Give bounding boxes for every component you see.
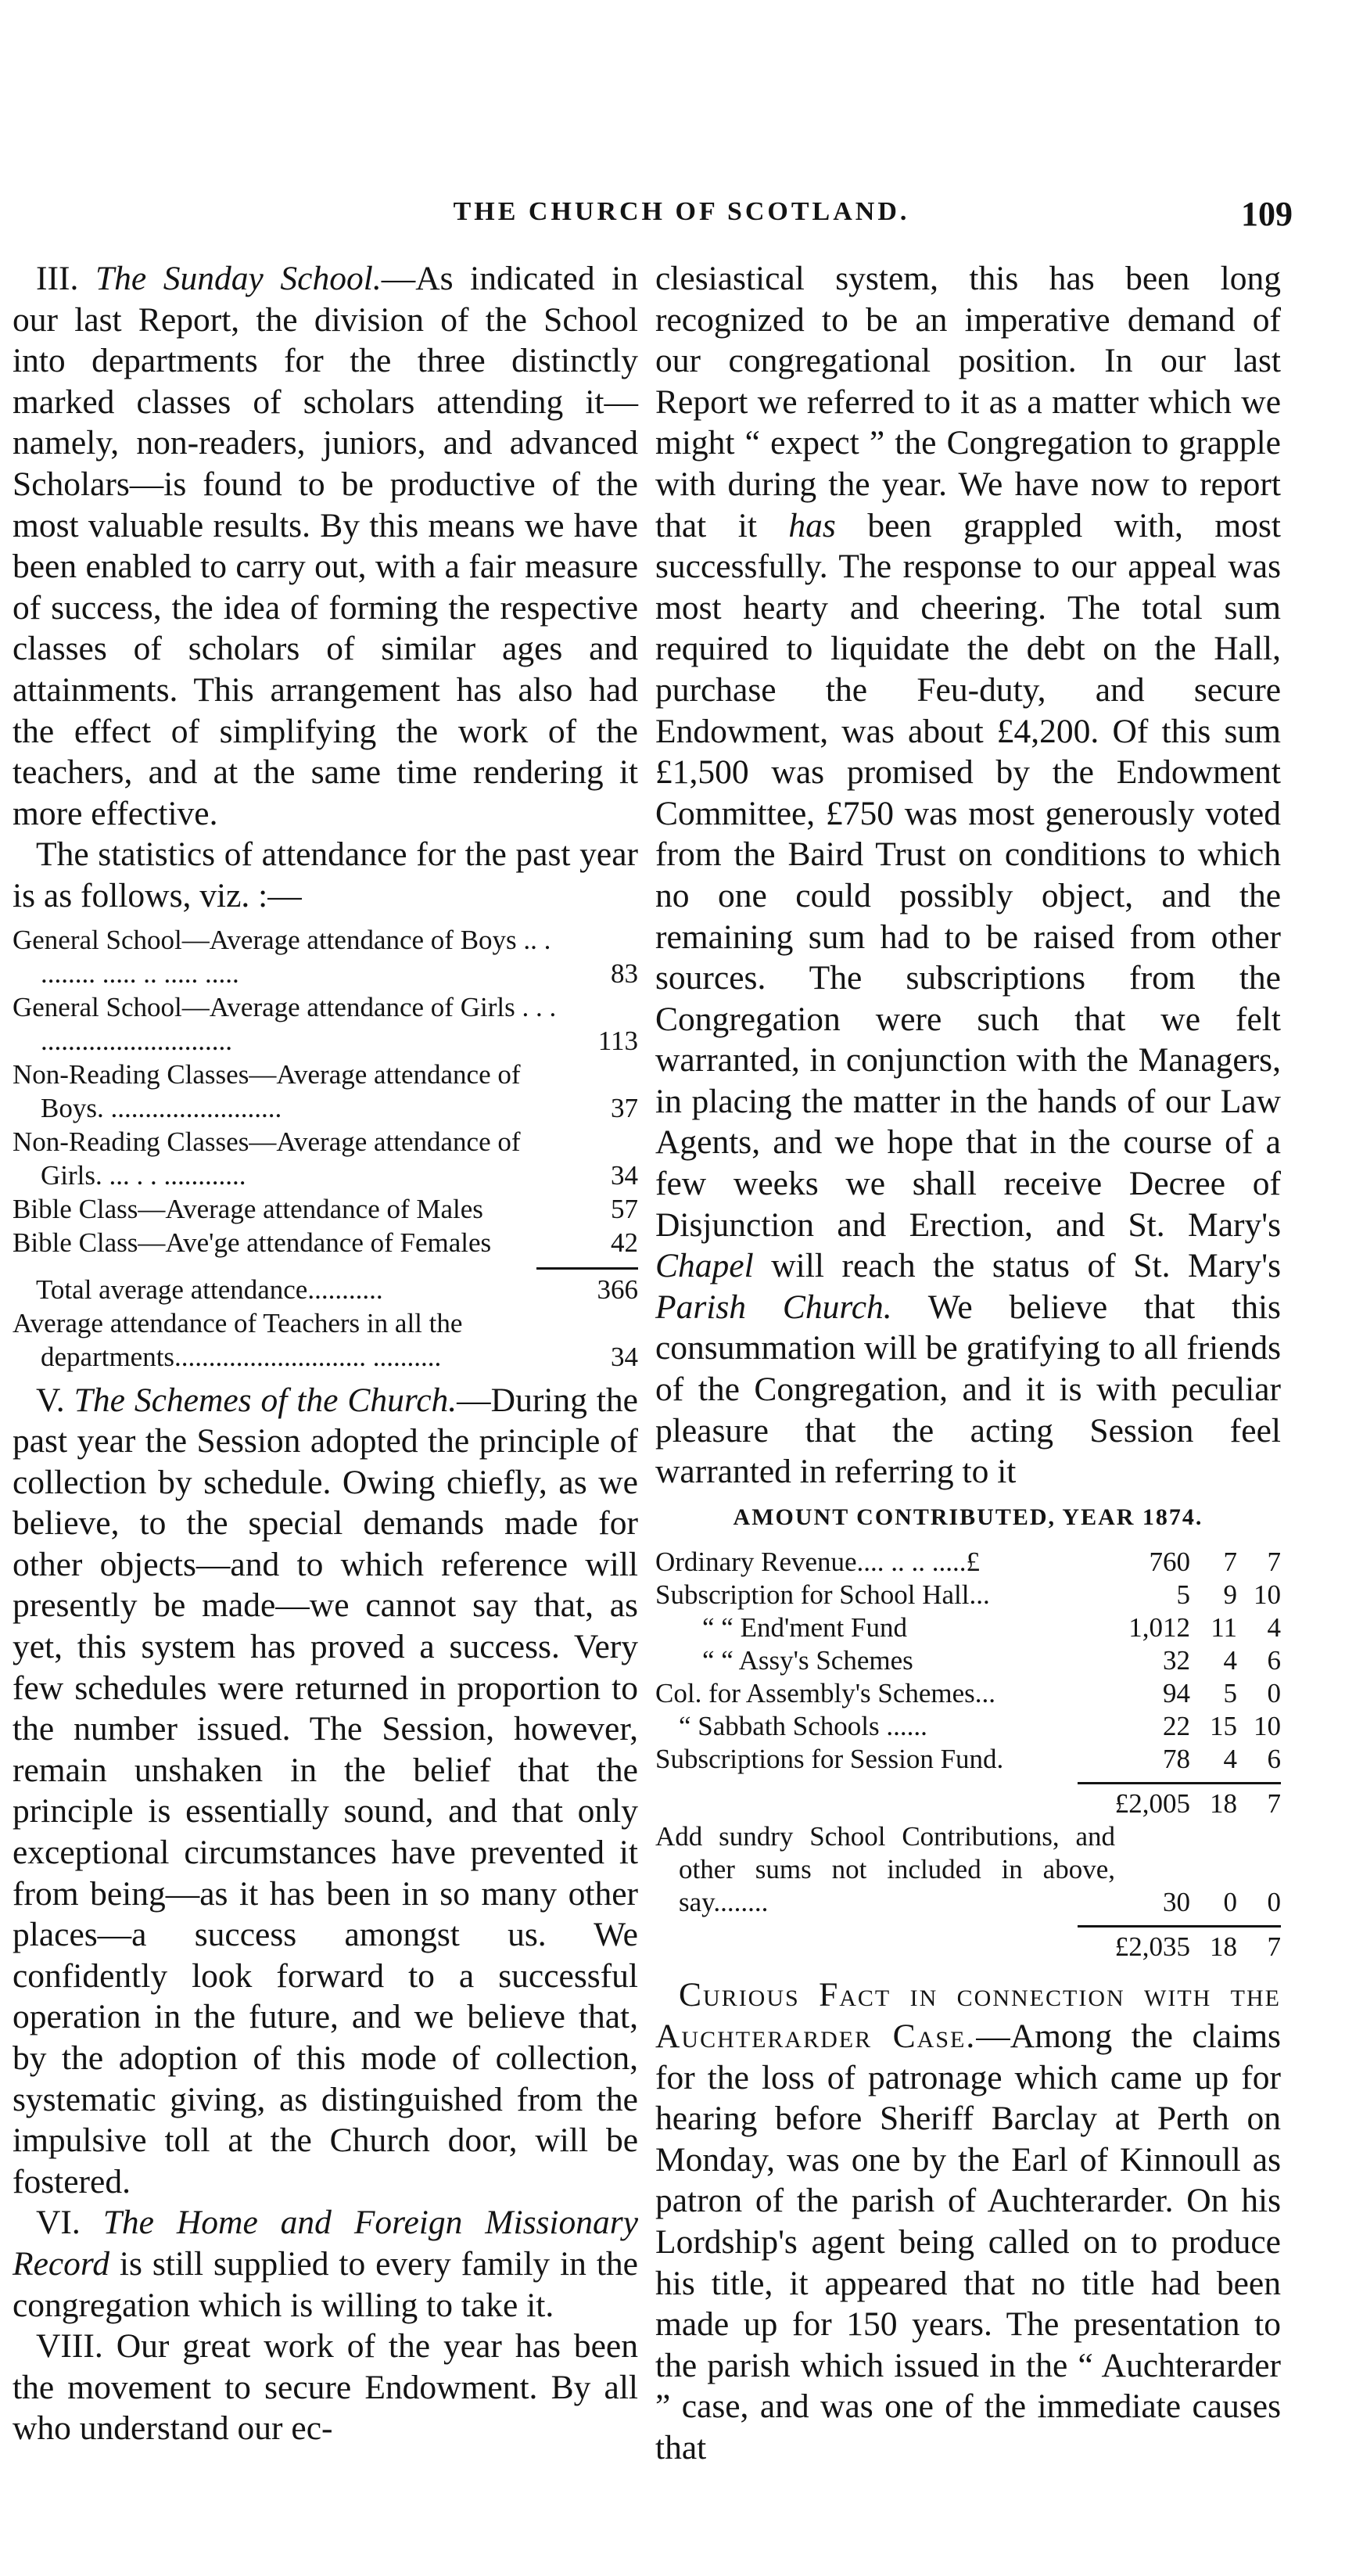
paragraph-text: We believe that this consummation will be gratifying to all friends of the Congregation, and it is with peculiar pleasure that the acting Session feel warranted in referring to it xyxy=(655,1288,1281,1491)
schemes-paragraph xyxy=(13,1380,638,2203)
amount-shillings: 4 xyxy=(1223,1645,1237,1676)
stat-row xyxy=(13,1226,638,1259)
stat-row xyxy=(13,1125,638,1192)
stat-value: 34 xyxy=(611,1159,638,1191)
stat-row xyxy=(13,923,638,990)
sum-rule xyxy=(536,1267,638,1270)
stat-row xyxy=(13,990,638,1058)
paragraph-text: clesiastical system, this has been long recognized to be an imperative demand of our congregational position. In our last Report we referred to it as a matter which we might “ expect ” the Congregation to grapple with during the year. We have now to report that it xyxy=(655,260,1281,544)
amount-label: Subscriptions for Session Fund. xyxy=(655,1744,1004,1775)
amount-heading: AMOUNT CONTRIBUTED, YEAR 1874. xyxy=(733,1504,1203,1530)
paragraph-text: is still supplied to every family in the congregation which is willing to take it. xyxy=(13,2244,638,2324)
amount-pounds: 32 xyxy=(1163,1645,1190,1676)
amount-row xyxy=(655,1644,1281,1677)
stat-value: 37 xyxy=(611,1092,638,1123)
amount-label: Ordinary Revenue.... .. .. .....£ xyxy=(655,1547,981,1578)
amount-pence: 6 xyxy=(1267,1645,1281,1676)
sundry-label: Add sundry School Contributions, and other sums not included in above, say........ xyxy=(655,1821,1115,1918)
endowment-continued xyxy=(655,258,1281,1493)
stat-label: General School—Average attendance of Girls . . . ............................ xyxy=(13,991,557,1056)
subtotal-row xyxy=(655,1787,1281,1820)
emphasis: Parish Church. xyxy=(655,1288,892,1326)
total-value: 366 xyxy=(597,1274,638,1305)
amount-row xyxy=(655,1743,1281,1776)
amount-row xyxy=(655,1710,1281,1743)
running-head xyxy=(0,194,1363,241)
stat-row xyxy=(13,1192,638,1226)
stat-value: 42 xyxy=(611,1227,638,1258)
sundry-shillings: 0 xyxy=(1223,1887,1237,1918)
section-heading: Curious Fact in connection with the Auchterarder Case. xyxy=(655,1976,1281,2055)
amounts-table xyxy=(655,1546,1281,1963)
amount-pounds: 78 xyxy=(1163,1744,1190,1775)
amount-label: Col. for Assembly's Schemes... xyxy=(655,1678,996,1709)
grand-total-row xyxy=(655,1931,1281,1963)
curious-fact-paragraph xyxy=(655,1974,1281,2468)
grand-total-shillings: 18 xyxy=(1210,1931,1237,1963)
total-row xyxy=(13,1273,638,1306)
emphasis: has xyxy=(788,506,836,544)
section-numeral: VI. xyxy=(36,2204,81,2242)
grand-total-pence: 7 xyxy=(1267,1931,1281,1963)
amount-label: “ Sabbath Schools ...... xyxy=(679,1711,927,1742)
teachers-label: Average attendance of Teachers in all the departments............................ .......... xyxy=(13,1307,463,1372)
stat-value: 83 xyxy=(611,957,638,989)
stat-value: 113 xyxy=(597,1025,638,1056)
amount-shillings: 15 xyxy=(1210,1711,1237,1742)
right-column xyxy=(655,258,1281,2469)
statistics-intro: The statistics of attendance for the past year is as follows, viz. :— xyxy=(13,835,638,914)
paragraph-text: been grappled with, most successfully. The response to our appeal was most hearty and cheering. The total sum required to liquidate the debt on the Hall, purchase the Feu-duty, and secure Endowment, was about £4,200. Of this sum £1,500 was promised by the Endowment Committee, £750 was most generously voted from the Baird Trust on conditions to which no one could possibly object, and the remaining sum had to be raised from other sources. The subscriptions from the Congregation were such that we felt warranted, in conjunction with the Managers, in placing the matter in the hands of our Law Agents, and we hope that in the course of a few weeks we shall receive Decree of Disjunction and Erection, and St. Mary's xyxy=(655,506,1281,1244)
total-label: Total average attendance........... xyxy=(36,1274,383,1305)
amount-pounds: 94 xyxy=(1163,1678,1190,1709)
amount-pounds: 5 xyxy=(1176,1579,1190,1611)
endowment-paragraph: VIII. Our great work of the year has been the movement to secure Endowment. By all who understand our ec- xyxy=(13,2327,638,2448)
subtotal-pounds: £2,005 xyxy=(1114,1788,1190,1820)
emphasis: Chapel xyxy=(655,1247,754,1285)
amount-row xyxy=(655,1546,1281,1579)
running-title: THE CHURCH OF SCOTLAND. xyxy=(453,197,910,226)
section-heading: The Schemes of the Church. xyxy=(74,1381,457,1419)
section-numeral: III. xyxy=(36,260,79,297)
stat-label: Bible Class—Average attendance of Males xyxy=(13,1193,483,1224)
page-number: 109 xyxy=(1241,195,1293,233)
amount-shillings: 11 xyxy=(1211,1612,1237,1644)
paragraph-text: —Among the claims for the loss of patronage which came up for hearing before Sheriff Barclay at Perth on Monday, was one by the Earl of Kinnoull as patron of the parish of Auchterarder. On his Lordship's agent being called on to produce his title, it appeared that no title had been made up for 150 years. The presentation to the parish which issued in the “ Auchterarder ” case, and was one of the immediate causes that xyxy=(655,2017,1281,2466)
stat-label: Non-Reading Classes—Average attendance of Boys. ......................... xyxy=(13,1058,521,1123)
sunday-school-paragraph xyxy=(13,258,638,834)
subtotal-pence: 7 xyxy=(1267,1788,1281,1820)
sundry-row xyxy=(655,1820,1281,1919)
amount-pounds: 22 xyxy=(1163,1711,1190,1742)
record-paragraph xyxy=(13,2202,638,2326)
amount-label: “ “ End'ment Fund xyxy=(702,1612,907,1644)
subtotal-rule xyxy=(1078,1782,1281,1784)
amount-row xyxy=(655,1677,1281,1710)
subtotal-shillings: 18 xyxy=(1210,1788,1237,1820)
stat-row xyxy=(13,1058,638,1125)
teachers-value: 34 xyxy=(611,1341,638,1372)
amount-label: “ “ Assy's Schemes xyxy=(702,1645,913,1676)
stat-value: 57 xyxy=(611,1193,638,1224)
attendance-statistics xyxy=(13,923,638,1374)
amount-shillings: 5 xyxy=(1223,1678,1237,1709)
amount-shillings: 9 xyxy=(1223,1579,1237,1611)
amount-pence: 10 xyxy=(1254,1579,1281,1611)
amount-pence: 10 xyxy=(1254,1711,1281,1742)
paragraph-text: —As indicated in our last Report, the division of the School into departments for the three distinctly marked classes of scholars attending it—namely, non-readers, juniors, and advanced Scholars—is found to be productive of the most valuable results. By this means we have been enabled to carry out, with a fair measure of success, the idea of forming the respective classes of scholars of similar ages and attainments. This arrangement has also had the effect of simplifying the work of the teachers, and at the same time rendering it more effective. xyxy=(13,260,638,832)
amount-pence: 4 xyxy=(1267,1612,1281,1644)
amount-pounds: 760 xyxy=(1149,1547,1190,1578)
stat-label: General School—Average attendance of Boys .. . ........ ..... .. ..... ..... xyxy=(13,924,551,989)
section-heading: The Sunday School. xyxy=(95,260,382,297)
left-column xyxy=(13,258,638,2449)
stat-label: Bible Class—Ave'ge attendance of Females xyxy=(13,1227,492,1258)
teachers-row xyxy=(13,1306,638,1374)
amount-pence: 7 xyxy=(1267,1547,1281,1578)
paragraph-text: —During the past year the Session adopted the principle of collection by schedule. Owing chiefly, as we believe, to the special demands made for other objects—and to which reference will presently be made—we cannot say that, as yet, this system has proved a success. Very few schedules were returned in proportion to the number issued. The Session, however, remain unshaken in the belief that the principle is essentially sound, and that only exceptional circumstances have prevented it from being—as it has been in so many other places—a success amongst us. We confidently look forward to a successful operation in the future, and we believe that, by the adoption of this mode of collection, systematic giving, as distinguished from the impulsive toll at the Church door, will be fostered. xyxy=(13,1381,638,2201)
section-heading: The Home and Foreign Missionary Record xyxy=(13,2204,639,2283)
grand-total-pounds: £2,035 xyxy=(1114,1931,1190,1963)
amount-row xyxy=(655,1579,1281,1611)
sundry-pence: 0 xyxy=(1267,1887,1281,1918)
sundry-pounds: 30 xyxy=(1163,1887,1190,1918)
amount-shillings: 4 xyxy=(1223,1744,1237,1775)
amount-row xyxy=(655,1611,1281,1644)
amount-pounds: 1,012 xyxy=(1128,1612,1190,1644)
amount-pence: 6 xyxy=(1267,1744,1281,1775)
amount-label: Subscription for School Hall... xyxy=(655,1579,990,1611)
amount-shillings: 7 xyxy=(1223,1547,1237,1578)
section-numeral: V. xyxy=(36,1381,65,1419)
paragraph-text: will reach the status of St. Mary's xyxy=(753,1247,1281,1285)
stat-label: Non-Reading Classes—Average attendance of Girls. ... . . ............ xyxy=(13,1126,521,1191)
amount-pence: 0 xyxy=(1267,1678,1281,1709)
total-rule xyxy=(1078,1925,1281,1928)
